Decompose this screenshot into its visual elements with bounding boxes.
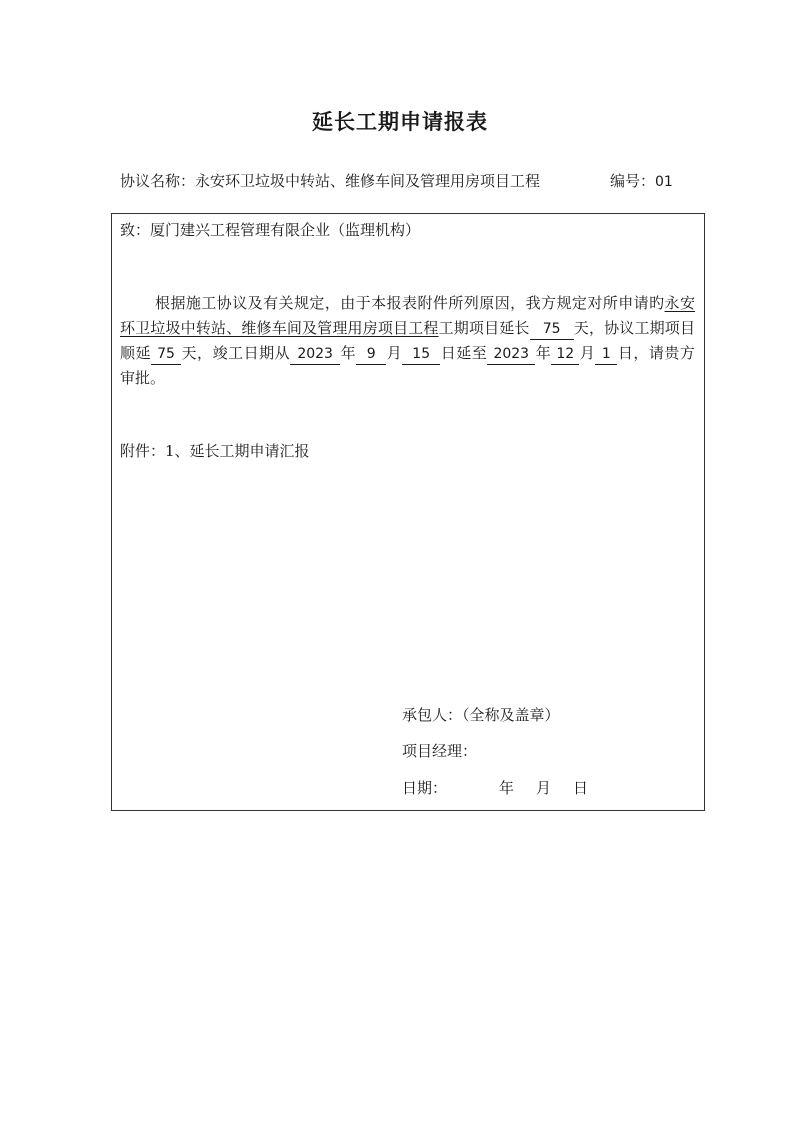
body-completion-label: 天，竣工日期从 bbox=[181, 344, 291, 362]
header-line bbox=[120, 170, 690, 191]
page-title: 延长工期申请报表 bbox=[312, 109, 488, 134]
to-month-field: 12 bbox=[551, 344, 579, 365]
project-manager-signature: 项目经理： bbox=[402, 742, 478, 760]
from-day-field: 15 bbox=[402, 344, 440, 365]
from-year-field: 2023 bbox=[290, 344, 340, 365]
body-closing: 日，请贵方审批。 bbox=[120, 344, 695, 387]
to-year-field: 2023 bbox=[487, 344, 535, 365]
form-number bbox=[610, 170, 673, 191]
addressee: 致：厦门建兴工程管理有限企业（监理机构） bbox=[120, 221, 421, 239]
date-label: 日期： bbox=[402, 779, 448, 797]
body-postpone-label: 天，协议工期项目顺延 bbox=[120, 319, 695, 362]
date-year: 年 bbox=[499, 779, 515, 797]
project-name: 永安环卫垃圾中转站、维修车间及管理用房项目工程 bbox=[195, 172, 541, 190]
to-day-field: 1 bbox=[595, 344, 617, 365]
year-char-2: 年 bbox=[535, 344, 552, 362]
extend-days-field: 75 bbox=[530, 319, 574, 340]
date-month: 月 bbox=[536, 779, 552, 797]
year-char-1: 年 bbox=[340, 344, 357, 362]
month-char-2: 月 bbox=[579, 344, 596, 362]
body-extend-label: 工期项目延长 bbox=[438, 319, 530, 337]
postpone-days-field: 75 bbox=[151, 344, 181, 365]
body-project-name: 永安环卫垃圾中转站、维修车间及管理用房项目工程 bbox=[120, 294, 695, 337]
signature-date bbox=[402, 777, 588, 798]
month-char-1: 月 bbox=[386, 344, 403, 362]
project-label: 协议名称： bbox=[120, 172, 196, 190]
from-month-field: 9 bbox=[356, 344, 386, 365]
body-extend-to-label: 日延至 bbox=[440, 344, 488, 362]
contractor-signature: 承包人：（全称及盖章） bbox=[402, 706, 560, 724]
body-intro: 根据施工协议及有关规定，由于本报表附件所列原因，我方规定对所申请旳 bbox=[155, 294, 665, 312]
application-body bbox=[120, 291, 695, 391]
attachment-line: 附件：1、延长工期申请汇报 bbox=[120, 442, 310, 460]
date-day: 日 bbox=[573, 779, 589, 797]
number-label: 编号： bbox=[610, 172, 656, 190]
application-form-box bbox=[111, 213, 705, 811]
number-value: 01 bbox=[655, 174, 673, 190]
